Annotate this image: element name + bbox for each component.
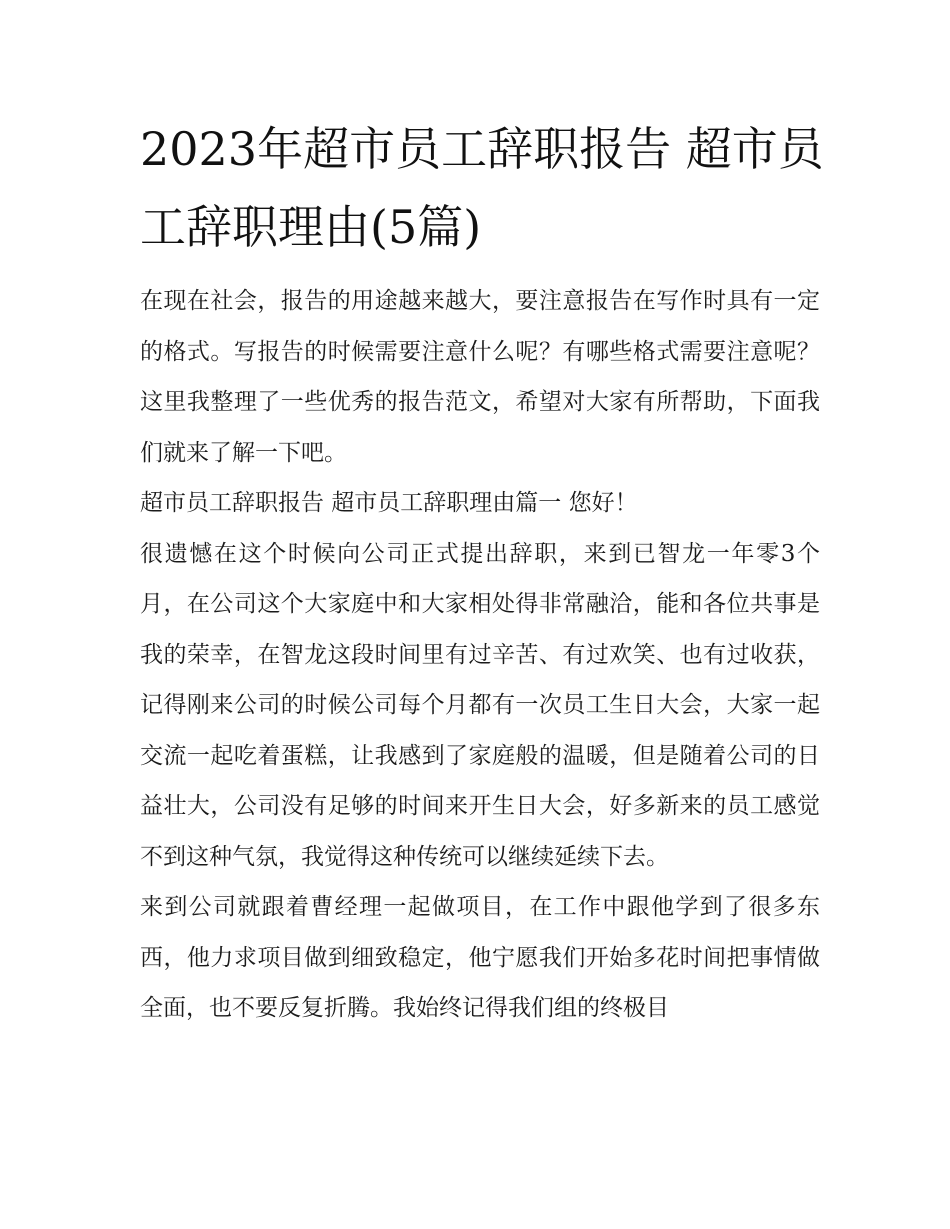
body-paragraph: 很遗憾在这个时候向公司正式提出辞职，来到已智龙一年零3个月，在公司这个大家庭中和大家相处得非常融洽，能和各位共事是我的荣幸，在智龙这段时间里有过辛苦、有过欢笑、也有过收获，记得刚来公司的时候公司每个月都有一次员工生日大会，大家一起交流一起吃着蛋糕，让我感到了家庭般的温暖，但是随着公司的日益壮大，公司没有足够的时间来开生日大会，好多新来的员工感觉不到这种气氛，我觉得这种传统可以继续延续下去。 [140,540,820,870]
body-paragraph: 来到公司就跟着曹经理一起做项目，在工作中跟他学到了很多东西，他力求项目做到细致稳定，他宁愿我们开始多花时间把事情做全面，也不要反复折腾。我始终记得我们组的终极目 [140,894,820,1021]
document-body [140,276,820,1034]
document-title: 2023年超市员工辞职报告 超市员工辞职理由(5篇) [140,122,824,254]
section-heading-paragraph: 超市员工辞职报告 超市员工辞职理由篇一 您好！ [140,490,638,516]
intro-paragraph: 在现在社会，报告的用途越来越大，要注意报告在写作时具有一定的格式。写报告的时候需要注意什么呢？有哪些格式需要注意呢？这里我整理了一些优秀的报告范文，希望对大家有所帮助，下面我们就来了解一下吧。 [140,288,820,466]
